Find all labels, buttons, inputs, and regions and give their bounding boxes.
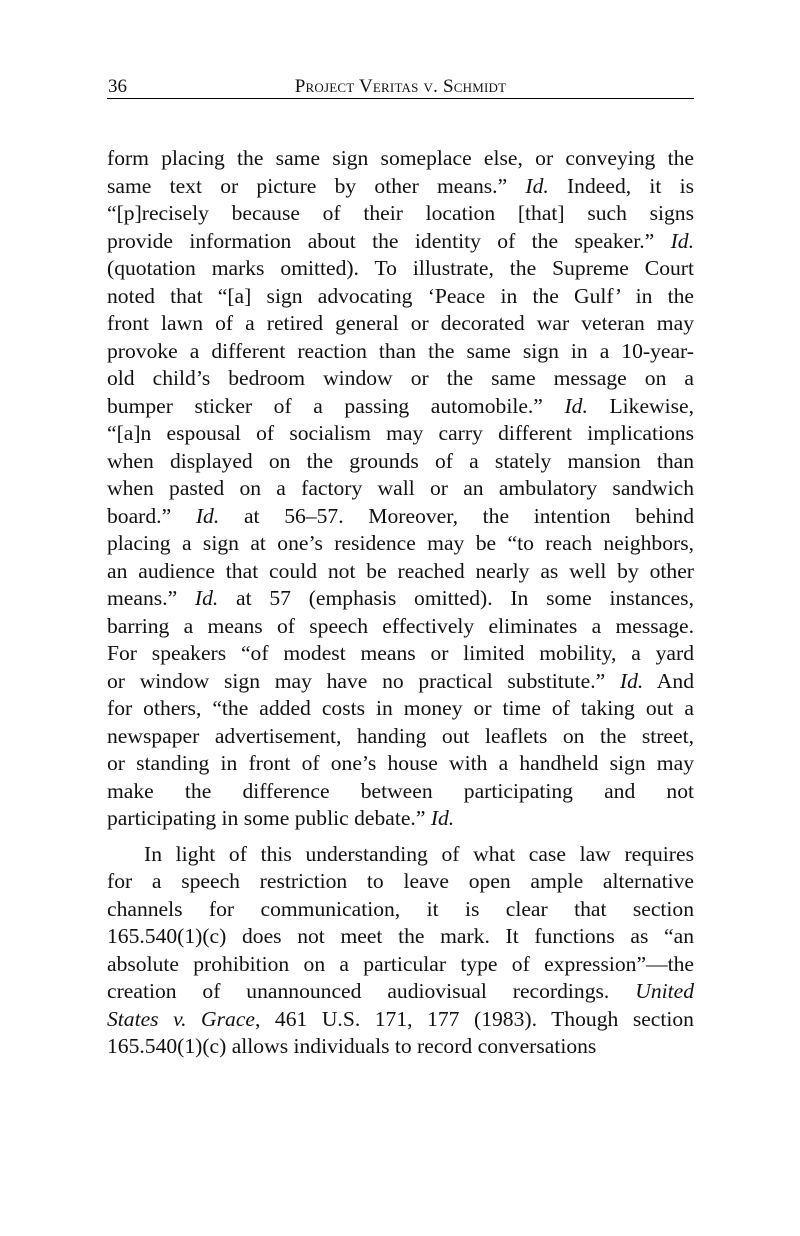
text-run: means.” xyxy=(107,586,195,610)
text-run: barring a means of speech effectively eliminates a message. xyxy=(107,613,694,638)
text-run: or standing in front of one’s house with a handheld sign may xyxy=(107,751,694,775)
document-page xyxy=(107,74,694,1061)
running-header xyxy=(107,74,694,99)
text-run: for a speech restriction to leave open ample alternative xyxy=(107,869,694,893)
citation-italic: Id. xyxy=(430,806,455,830)
text-line xyxy=(107,338,694,366)
text-run: bumper sticker of a passing automobile.” xyxy=(107,393,565,418)
text-run: participating in some public debate.” xyxy=(107,806,431,830)
text-line xyxy=(107,723,694,751)
text-run: Indeed, it is xyxy=(548,173,694,198)
citation-italic: Id. xyxy=(670,228,694,253)
text-line xyxy=(107,200,694,228)
text-run: provoke a different reaction than the same sign in a 10-year- xyxy=(107,338,694,363)
text-line xyxy=(107,1033,694,1061)
citation-italic: Id. xyxy=(195,503,220,528)
text-run: Likewise, xyxy=(587,393,695,418)
text-run: absolute prohibition on a particular type of expression”—the xyxy=(107,951,694,976)
text-line xyxy=(107,613,694,641)
text-run: newspaper advertisement, handing out leaflets on the street, xyxy=(107,723,694,748)
text-line xyxy=(107,585,694,613)
paragraph xyxy=(107,841,694,1061)
text-line xyxy=(107,448,694,476)
text-run: 165.540(1)(c) allows individuals to record conversations xyxy=(107,1034,597,1058)
text-run: same text or picture by other means.” xyxy=(107,173,526,198)
text-line xyxy=(107,228,694,256)
text-line xyxy=(107,365,694,393)
text-line xyxy=(107,420,694,448)
text-run: when displayed on the grounds of a stately mansion than xyxy=(107,448,694,473)
opinion-body xyxy=(107,145,694,1061)
text-line xyxy=(107,283,694,311)
text-run: channels for communication, it is clear that section xyxy=(107,896,694,921)
paragraph xyxy=(107,145,694,833)
text-run: In light of this understanding of what case law requires xyxy=(144,841,694,866)
text-run: “[a]n espousal of socialism may carry different implications xyxy=(107,421,694,445)
text-line xyxy=(107,558,694,586)
text-run: at 57 (emphasis omitted). In some instances, xyxy=(218,586,694,610)
citation-italic: Id. xyxy=(194,586,219,610)
citation-italic: Id. xyxy=(619,668,644,693)
text-run: , 461 U.S. 171, 177 (1983). Though section xyxy=(254,1006,694,1031)
text-line xyxy=(107,640,694,668)
citation-italic: United xyxy=(635,979,694,1003)
text-line xyxy=(107,503,694,531)
text-run: noted that “[a] sign advocating ‘Peace in the Gulf’ in the xyxy=(107,283,694,308)
text-line xyxy=(107,393,694,421)
citation-italic: Id. xyxy=(564,393,588,418)
text-line xyxy=(107,310,694,338)
text-line xyxy=(107,978,694,1006)
page-number: 36 xyxy=(108,76,127,97)
text-line xyxy=(107,778,694,806)
case-title: Project Veritas v. Schmidt xyxy=(294,76,507,97)
text-line xyxy=(107,841,694,869)
text-run: when pasted on a factory wall or an ambulatory sandwich xyxy=(107,476,694,500)
text-run: provide information about the identity of the speaker.” xyxy=(107,228,671,253)
text-run: form placing the same sign someplace else, or conveying the xyxy=(107,146,694,170)
text-line xyxy=(107,145,694,173)
text-run: or window sign may have no practical substitute.” xyxy=(107,668,620,693)
text-run: (quotation marks omitted). To illustrate, the Supreme Court xyxy=(107,256,694,280)
text-line xyxy=(107,695,694,723)
text-run: board.” xyxy=(107,503,196,528)
text-run: an audience that could not be reached nearly as well by other xyxy=(107,558,694,583)
text-line xyxy=(107,951,694,979)
citation-italic: States v. Grace xyxy=(107,1006,255,1031)
text-run: at 56–57. Moreover, the intention behind xyxy=(219,503,694,528)
text-line xyxy=(107,750,694,778)
text-line xyxy=(107,530,694,558)
text-line xyxy=(107,805,694,833)
text-run: for others, “the added costs in money or time of taking out a xyxy=(107,696,694,720)
text-run: And xyxy=(643,668,694,693)
text-run: placing a sign at one’s residence may be “to reach neighbors, xyxy=(107,531,694,555)
text-run: For speakers “of modest means or limited mobility, a yard xyxy=(107,641,694,665)
text-run: front lawn of a retired general or decorated war veteran may xyxy=(107,311,694,335)
text-line xyxy=(107,896,694,924)
text-run: creation of unannounced audiovisual recordings. xyxy=(107,979,636,1003)
text-line xyxy=(107,868,694,896)
text-run: make the difference between participating and not xyxy=(107,778,694,803)
text-line xyxy=(107,475,694,503)
text-line xyxy=(107,255,694,283)
text-line xyxy=(107,1006,694,1034)
text-line xyxy=(107,173,694,201)
text-run: 165.540(1)(c) does not meet the mark. It functions as “an xyxy=(107,924,694,948)
text-run: “[p]recisely because of their location [that] such signs xyxy=(107,201,694,225)
citation-italic: Id. xyxy=(525,173,549,198)
text-line xyxy=(107,668,694,696)
text-line xyxy=(107,923,694,951)
text-run: old child’s bedroom window or the same message on a xyxy=(107,366,694,390)
